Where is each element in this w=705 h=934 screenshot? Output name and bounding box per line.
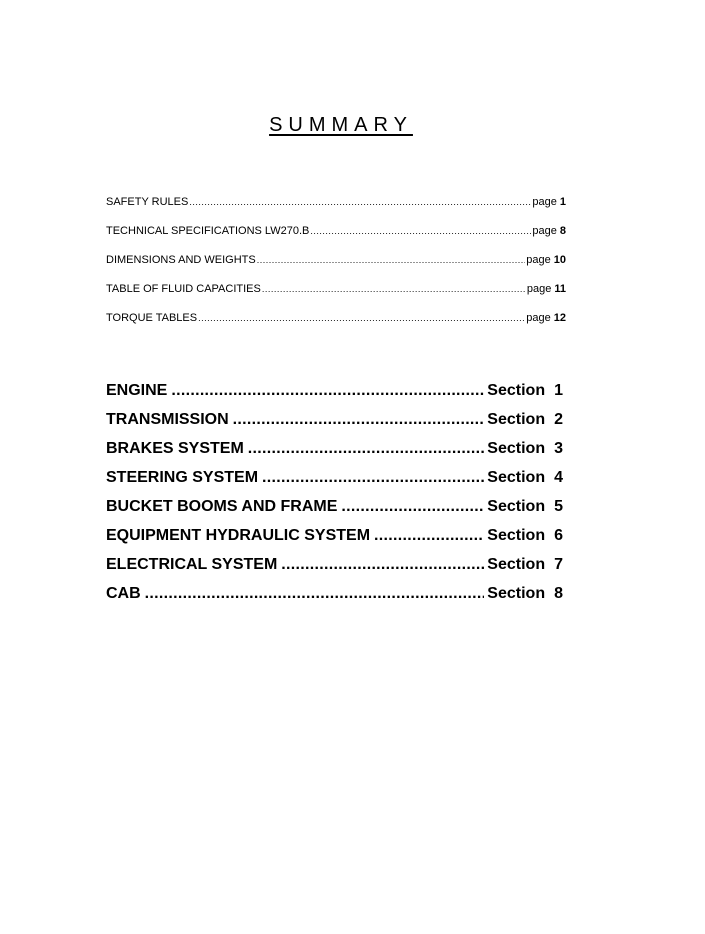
section-word: Section [487,585,546,602]
section-entry-cab[interactable] [106,585,563,614]
page-word: page [526,312,551,324]
page-word: page [526,254,551,266]
section-number: 5 [554,498,563,515]
section-word: Section [487,440,546,457]
toc-entry-label: SAFETY RULES [106,196,189,208]
section-entry-equipment-hydraulic-system[interactable] [106,527,563,556]
section-word: Section [487,556,546,573]
dot-leader [257,255,526,265]
section-number: 4 [554,469,563,486]
toc-entry-fluid-capacities[interactable] [106,283,566,312]
section-word: Section [487,469,546,486]
section-entry-label: BUCKET BOOMS AND FRAME [106,498,338,515]
section-entry-electrical-system[interactable] [106,556,563,585]
dot-leader [341,498,484,516]
section-word: Section [487,498,546,515]
section-entry-label: EQUIPMENT HYDRAULIC SYSTEM [106,527,371,544]
section-number: 8 [554,585,563,602]
section-entry-label: BRAKES SYSTEM [106,440,244,457]
toc-entry-torque-tables[interactable] [106,312,566,341]
section-number: 1 [554,382,563,399]
section-entry-label: ENGINE [106,382,168,399]
section-entry-label: STEERING SYSTEM [106,469,259,486]
section-entry-engine[interactable] [106,382,563,411]
dot-leader [145,585,485,603]
page-word: page [526,283,552,295]
toc-entry-label: TORQUE TABLES [106,312,198,324]
toc-entry-technical-specifications[interactable] [106,225,566,254]
dot-leader [189,197,531,207]
dot-leader [281,556,484,574]
section-number: 7 [554,556,563,573]
page-number: 12 [553,312,566,324]
dot-leader [262,469,484,487]
page-number: 1 [559,196,566,208]
page-word: page [532,225,557,237]
toc-entry-label: TECHNICAL SPECIFICATIONS LW270.B [106,225,310,237]
dot-leader [233,411,485,429]
section-word: Section [487,382,546,399]
toc-entry-safety-rules[interactable] [106,196,566,225]
section-number: 2 [554,411,563,428]
section-toc-list [106,382,563,614]
page-number: 10 [553,254,566,266]
dot-leader [374,527,484,545]
dot-leader [248,440,485,458]
toc-entry-label: DIMENSIONS AND WEIGHTS [106,254,256,266]
section-entry-transmission[interactable] [106,411,563,440]
section-word: Section [487,527,546,544]
section-number: 3 [554,440,563,457]
section-word: Section [487,411,546,428]
dot-leader [198,313,525,323]
page-number: 8 [559,225,566,237]
section-number: 6 [554,527,563,544]
section-entry-label: TRANSMISSION [106,411,229,428]
section-entry-steering-system[interactable] [106,469,563,498]
section-entry-bucket-booms-frame[interactable] [106,498,563,527]
dot-leader [171,382,484,400]
dot-leader [262,284,526,294]
dot-leader [310,226,531,236]
page-number: 11 [554,283,566,295]
section-entry-label: CAB [106,585,141,602]
toc-entry-label: TABLE OF FLUID CAPACITIES [106,283,261,295]
minor-toc-list [106,196,566,341]
toc-entry-dimensions-weights[interactable] [106,254,566,283]
page-title: SUMMARY [269,114,413,136]
section-entry-label: ELECTRICAL SYSTEM [106,556,278,573]
page-word: page [532,196,557,208]
section-entry-brakes-system[interactable] [106,440,563,469]
